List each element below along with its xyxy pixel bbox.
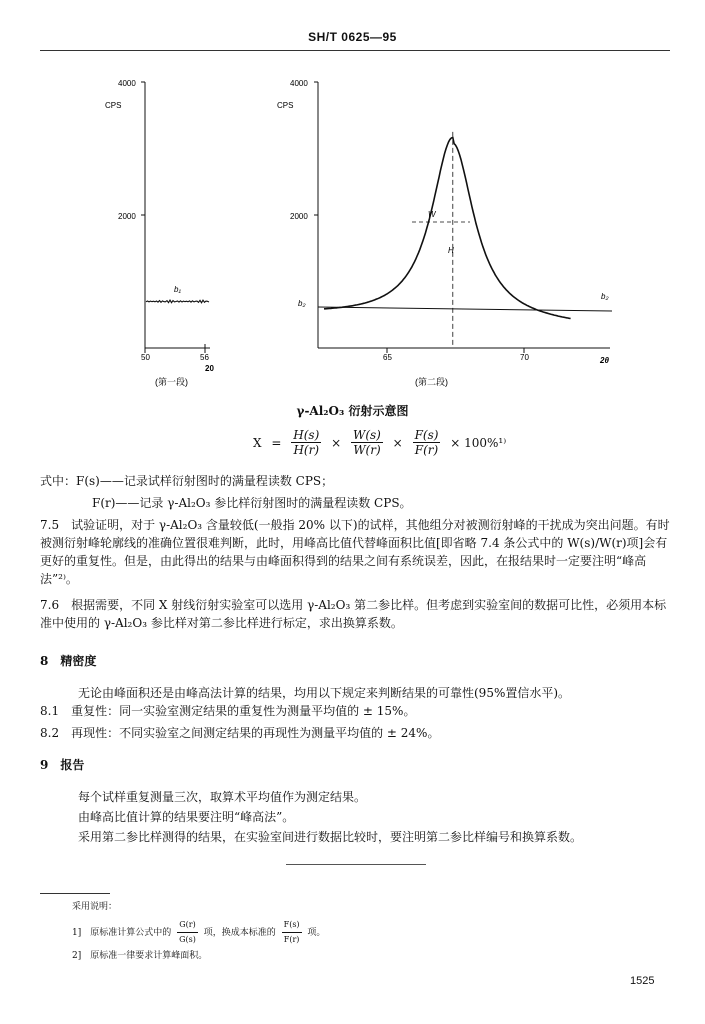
figure-caption: γ-Al₂O₃ 衍射示意图 — [296, 404, 409, 418]
formula-frac-f: $\frac{F(s)}{F(r)}$ — [414, 428, 439, 457]
section-9-heading: 9 报告 — [40, 758, 85, 772]
formula-eq: = — [271, 435, 282, 450]
formula-times-1: × — [331, 435, 342, 450]
panel2-xtick-label-65: 65 — [383, 353, 392, 362]
panel1-y-unit: CPS — [105, 101, 122, 110]
diffraction-figure — [0, 60, 705, 400]
section-9-line-1: 每个试样重复测量三次，取算术平均值作为测定结果。 — [78, 790, 367, 804]
panel2-height-label: H — [448, 246, 454, 255]
panel2-y-unit: CPS — [277, 101, 294, 110]
panel1-xtick-label-56: 56 — [200, 353, 209, 362]
page-header: SH/T 0625—95 — [308, 30, 397, 44]
panel2-baseline-label-left: b₂ — [298, 299, 306, 308]
formula — [250, 428, 509, 457]
panel1-segment-label: (第一段) — [155, 377, 188, 387]
panel1-baseline-label: b₁ — [174, 285, 181, 294]
panel1-ytick-label-4000: 4000 — [118, 79, 136, 88]
clause-7-5: 7.5 试验证明，对于 γ-Al₂O₃ 含量较低(一般指 20% 以下)的试样，其他组分对被测衍射峰的干扰成为突出问题。有时被测衍射峰轮廓线的准确位置很难判断，此时，用峰高比值代替峰面积比值[即省略 7.4 条公式中的 W(s)/W(r)项]会有更好的重复性。但是，由此得出的结果与由峰面积得到的结果之间有系统误差，因此，在报结果时一定要注明“峰高法”²⁾。 — [40, 518, 670, 586]
panel1-xtick-label-50: 50 — [141, 353, 150, 362]
formula-tail: × 100%¹⁾ — [450, 435, 507, 450]
definition-fr: F(r)——记录 γ-Al₂O₃ 参比样衍射图时的满量程读数 CPS。 — [92, 496, 412, 510]
panel1-ytick-label-2000: 2000 — [118, 212, 136, 221]
panel1-baseline-trace — [146, 300, 209, 303]
formula-frac-w: $\frac{W(s)}{W(r)}$ — [352, 428, 381, 457]
end-rule — [286, 864, 426, 865]
header-rule — [40, 50, 670, 51]
panel1-x-extra: 20 — [205, 364, 214, 373]
formula-frac-h: $\frac{H(s)}{H(r)}$ — [293, 428, 320, 457]
panel2-baseline — [318, 307, 612, 311]
definition-fs: 式中：F(s)——记录试样衍射图时的满量程读数 CPS； — [40, 474, 334, 488]
section-8-heading: 8 精密度 — [40, 654, 97, 668]
formula-times-2: × — [392, 435, 403, 450]
panel2-ytick-label-2000: 2000 — [290, 212, 308, 221]
footnote-1: 1] 原标准计算公式中的 $\frac{G(r)}{G(s)}$ 项，换成本标准的 $\frac{F(s)}{F(r)}$ 项。 — [72, 920, 326, 944]
clause-8-1: 8.1 重复性：同一实验室测定结果的重复性为测量平均值的 ± 15%。 — [40, 704, 416, 718]
panel2-baseline-label-right: b₂ — [601, 292, 609, 301]
clause-7-6: 7.6 根据需要，不同 X 射线衍射实验室可以选用 γ-Al₂O₃ 第二参比样。但考虑到实验室间的数据可比性，必须用本标准中使用的 γ-Al₂O₃ 参比样对第二参比样进行标定，求出换算系数。 — [40, 598, 667, 630]
panel2-x-axis-label: 2θ — [600, 356, 609, 365]
section-9-line-2: 由峰高比值计算的结果要注明“峰高法”。 — [78, 810, 295, 824]
footnote-rule — [40, 893, 110, 894]
page-number: 1525 — [630, 975, 655, 987]
panel2-width-label: W — [428, 210, 436, 219]
footnote-title: 采用说明： — [72, 902, 118, 912]
panel2-xtick-label-70: 70 — [520, 353, 529, 362]
footnote-2: 2] 原标准一律要求计算峰面积。 — [72, 951, 208, 961]
section-9-line-3: 采用第二参比样测得的结果，在实验室间进行数据比较时，要注明第二参比样编号和换算系数。 — [78, 830, 583, 844]
panel2-ytick-label-4000: 4000 — [290, 79, 308, 88]
formula-lhs: X — [253, 435, 262, 450]
panel2-segment-label: (第二段) — [415, 377, 448, 387]
clause-8-2: 8.2 再现性：不同实验室之间测定结果的再现性为测量平均值的 ± 24%。 — [40, 726, 440, 740]
panel2-peak-trace — [324, 138, 571, 319]
section-8-intro: 无论由峰面积还是由峰高法计算的结果，均用以下规定来判断结果的可靠性(95%置信水平)。 — [78, 686, 571, 700]
